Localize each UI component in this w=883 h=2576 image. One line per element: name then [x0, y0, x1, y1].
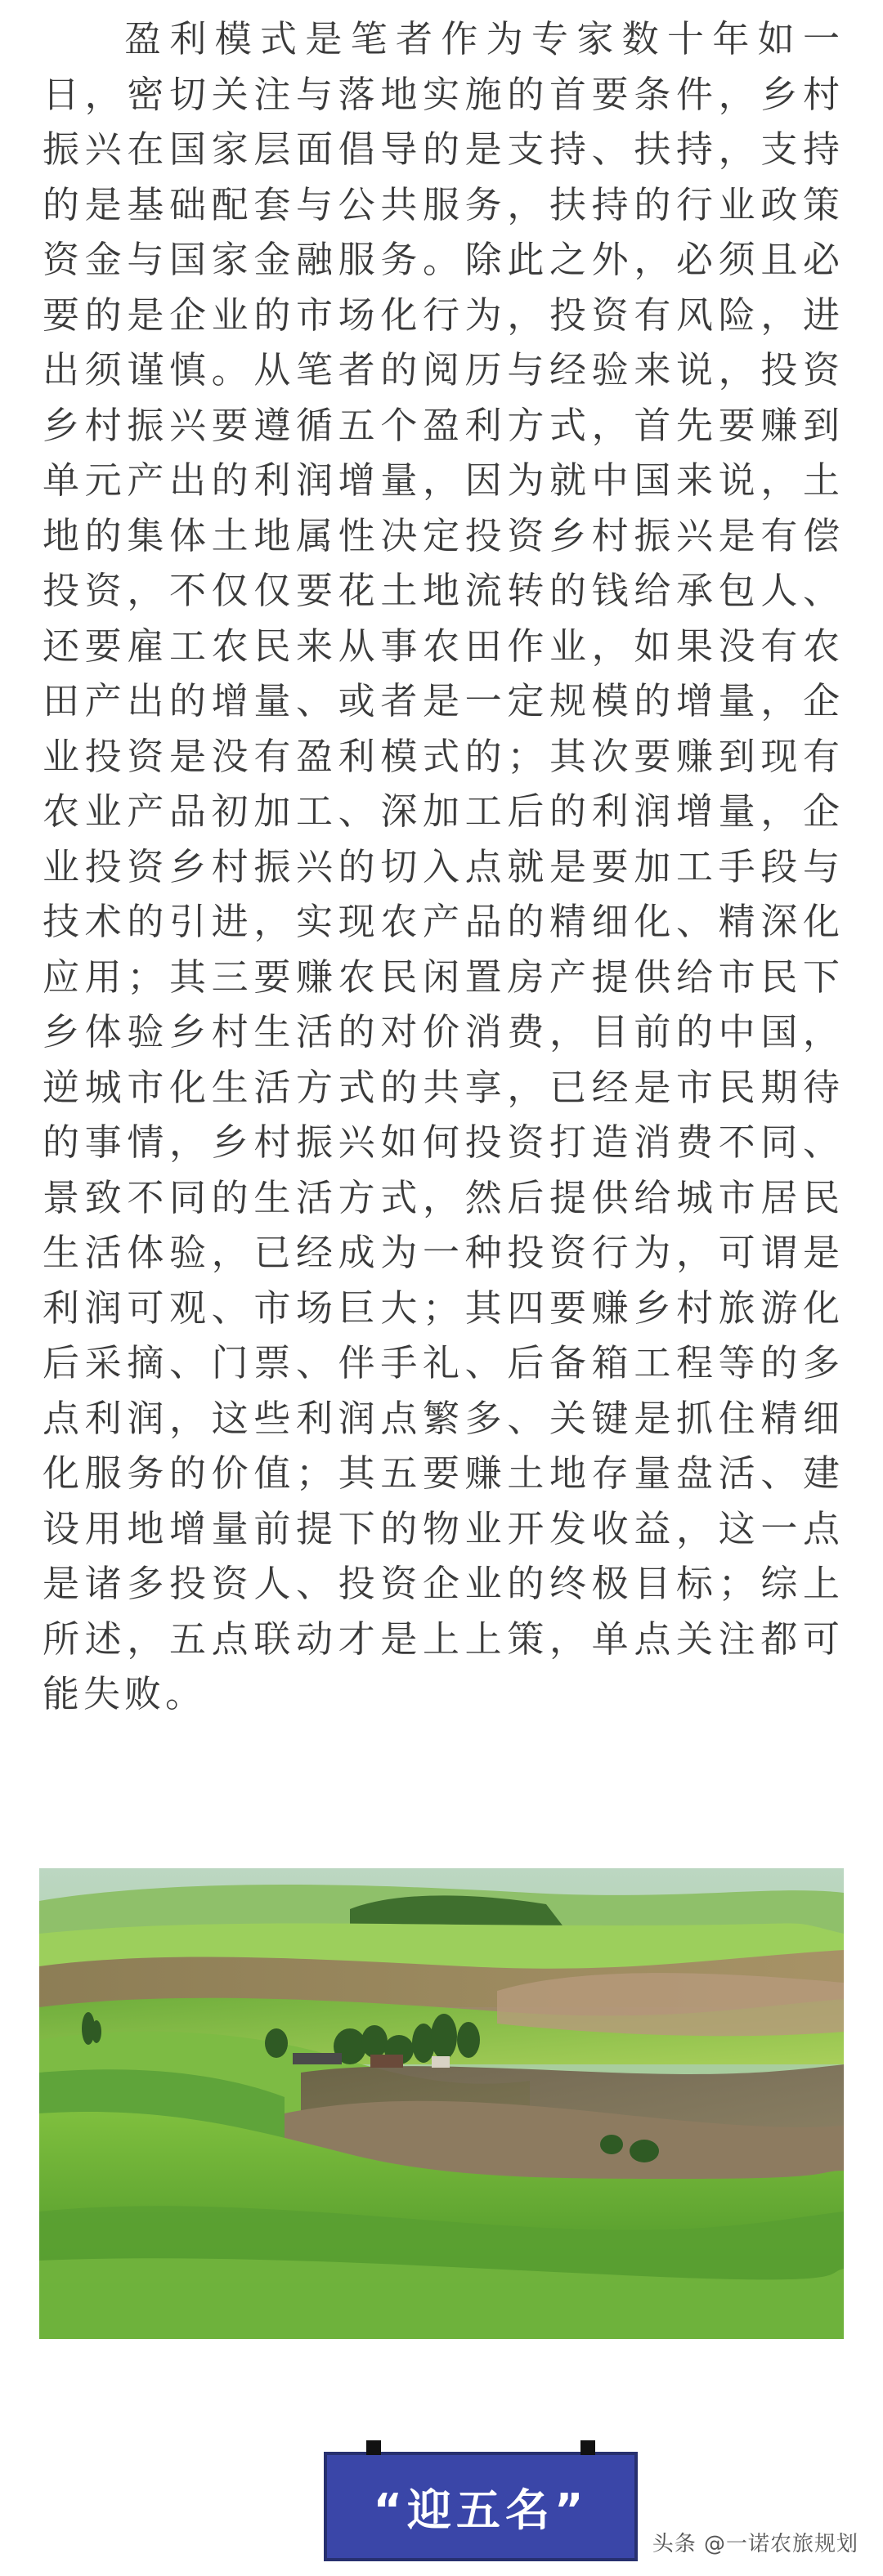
- section-heading-badge: [324, 2452, 638, 2561]
- badge-label: “迎五名”: [373, 2484, 589, 2536]
- pin-icon-left: [366, 2440, 381, 2455]
- article-body: [43, 11, 844, 1722]
- badge-box: [324, 2452, 638, 2561]
- farmland-landscape-image: [39, 1868, 844, 2339]
- pin-icon-right: [580, 2440, 595, 2455]
- article-paragraph: 盈利模式是笔者作为专家数十年如一日，密切关注与落地实施的首要条件，乡村振兴在国家层面倡导的是支持、扶持，支持的是基础配套与公共服务，扶持的行业政策资金与国家金融服务。除此之外，必须且必要的是企业的市场化行为，投资有风险，进出须谨慎。从笔者的阅历与经验来说，投资乡村振兴要遵循五个盈利方式，首先要赚到单元产出的利润增量，因为就中国来说，土地的集体土地属性决定投资乡村振兴是有偿投资，不仅仅要花土地流转的钱给承包人、还要雇工农民来从事农田作业，如果没有农田产出的增量、或者是一定规模的增量，企业投资是没有盈利模式的；其次要赚到现有农业产品初加工、深加工后的利润增量，企业投资乡村振兴的切入点就是要加工手段与技术的引进，实现农产品的精细化、精深化应用；其三要赚农民闲置房产提供给市民下乡体验乡村生活的对价消费，目前的中国，逆城市化生活方式的共享，已经是市民期待的事情，乡村振兴如何投资打造消费不同、景致不同的生活方式，然后提供给城市居民生活体验，已经成为一种投资行为，可谓是利润可观、市场巨大；其四要赚乡村旅游化后采摘、门票、伴手礼、后备箱工程等的多点利润，这些利润点繁多、关键是抓住精细化服务的价值；其五要赚土地存量盘活、建设用地增量前提下的物业开发收益，这一点是诸多投资人、投资企业的终极目标；综上所述，五点联动才是上上策，单点关注都可能失败。: [43, 17, 844, 1715]
- source-watermark: 头条 @一诺农旅规划: [652, 2532, 858, 2556]
